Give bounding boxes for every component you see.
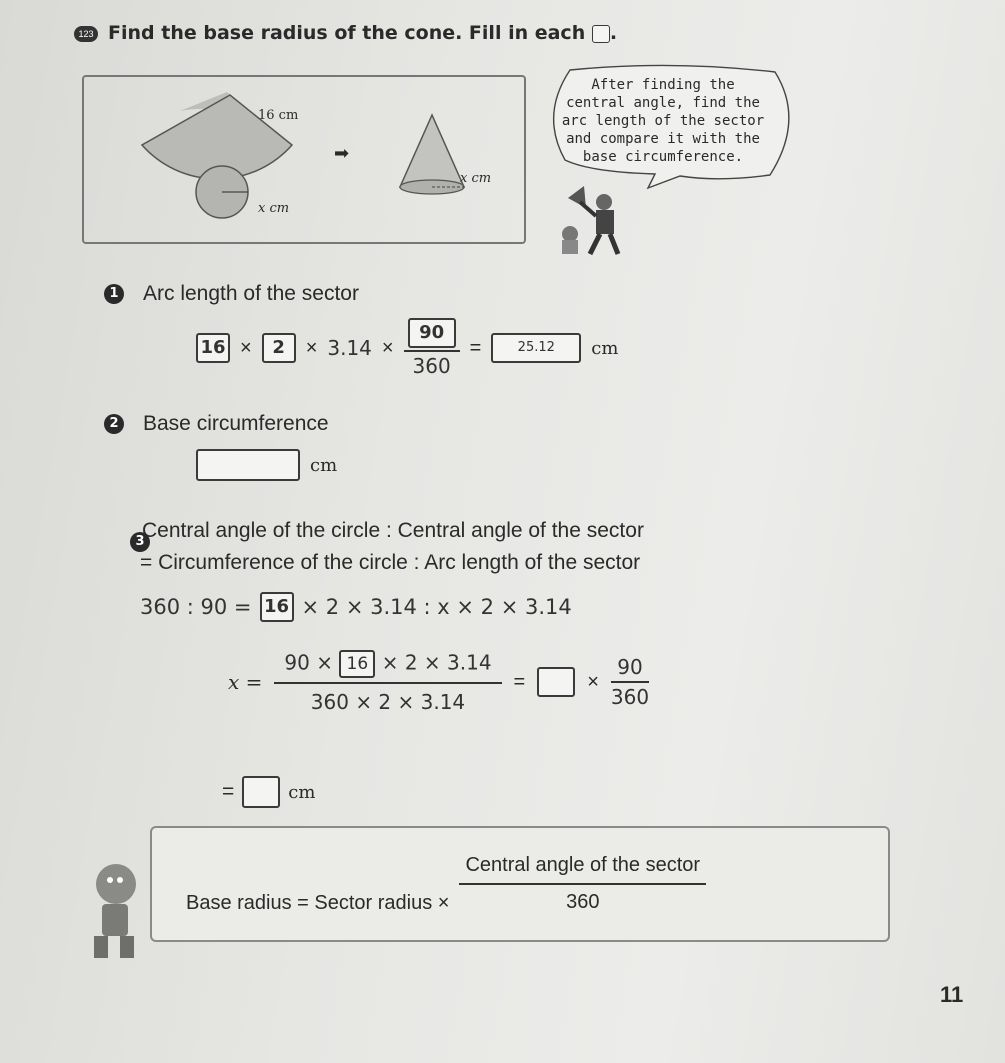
step2-number: 2 <box>104 414 124 434</box>
cone-net-figure <box>82 75 527 245</box>
final-answer: = cm <box>222 776 315 808</box>
step2-answer: cm <box>196 449 337 481</box>
step2-answer-box[interactable] <box>196 449 300 481</box>
step3-number: 3 <box>130 532 150 552</box>
final-answer-box[interactable] <box>242 776 280 808</box>
answer-box-sample <box>592 25 610 43</box>
problem-badge: 123 <box>74 24 98 42</box>
page-number: 11 <box>940 982 964 1007</box>
cone-shape <box>400 115 464 187</box>
mascot-icon <box>88 862 148 962</box>
x-coefficient-box[interactable] <box>537 667 575 697</box>
step1-fraction: $\frac{90}{360}$ <box>404 318 460 378</box>
step1-box-b[interactable]: 2 <box>262 333 296 363</box>
arrow-icon: ➡ <box>334 143 350 163</box>
tip-fraction: $\frac{\text{Central angle of the sector}}{360}$ <box>459 854 706 914</box>
step2-heading: Base circumference <box>143 412 329 435</box>
step1-frac-num-box[interactable]: 90 <box>408 318 456 348</box>
cartoon-character-icon <box>556 186 636 258</box>
ratio-equation: 360 : 90 = 16 × 2 × 3.14 : x × 2 × 3.14 <box>140 592 572 622</box>
x-equation: x = $\frac{90 \times 16 \times 2 \times 3.14}{360 \times 2 \times 3.14}$ = × $\frac{90}{360}$ <box>228 650 650 714</box>
problem-title: Find the base radius of the cone. Fill in each . <box>108 22 618 44</box>
cone-radius-label: x cm <box>460 171 492 186</box>
step3-text: Central angle of the circle : Central angle of the sector = Circumference of the circle : Arc length of the sector <box>140 519 644 574</box>
x-frac-box[interactable]: 16 <box>339 650 375 678</box>
step1-number: 1 <box>104 284 124 304</box>
times-sign: × <box>240 336 252 359</box>
step1-box-a[interactable]: 16 <box>196 333 230 363</box>
hint-text: After finding the central angle, find the arc length of the sector and compare it with the base circumference. <box>561 77 765 165</box>
x-fraction-2: $\frac{90}{360}$ <box>610 655 650 709</box>
pi-value: 3.14 <box>327 336 372 360</box>
x-fraction: $\frac{90 \times 16 \times 2 \times 3.14}{360 \times 2 \times 3.14}$ <box>274 650 501 714</box>
step1-result-box[interactable]: 25.12 <box>491 333 581 363</box>
ratio-box[interactable]: 16 <box>260 592 294 622</box>
sector-radius-label: 16 cm <box>258 108 299 123</box>
step1-equation: 16 × 2 × 3.14 × $\frac{90}{360}$ = 25.12 cm <box>196 318 618 378</box>
tip-formula: Base radius = Sector radius × $\frac{\text{Central angle of the sector}}{360}$ <box>186 852 706 915</box>
circle-radius-label: x cm <box>258 201 290 216</box>
step1-heading: Arc length of the sector <box>143 282 359 305</box>
